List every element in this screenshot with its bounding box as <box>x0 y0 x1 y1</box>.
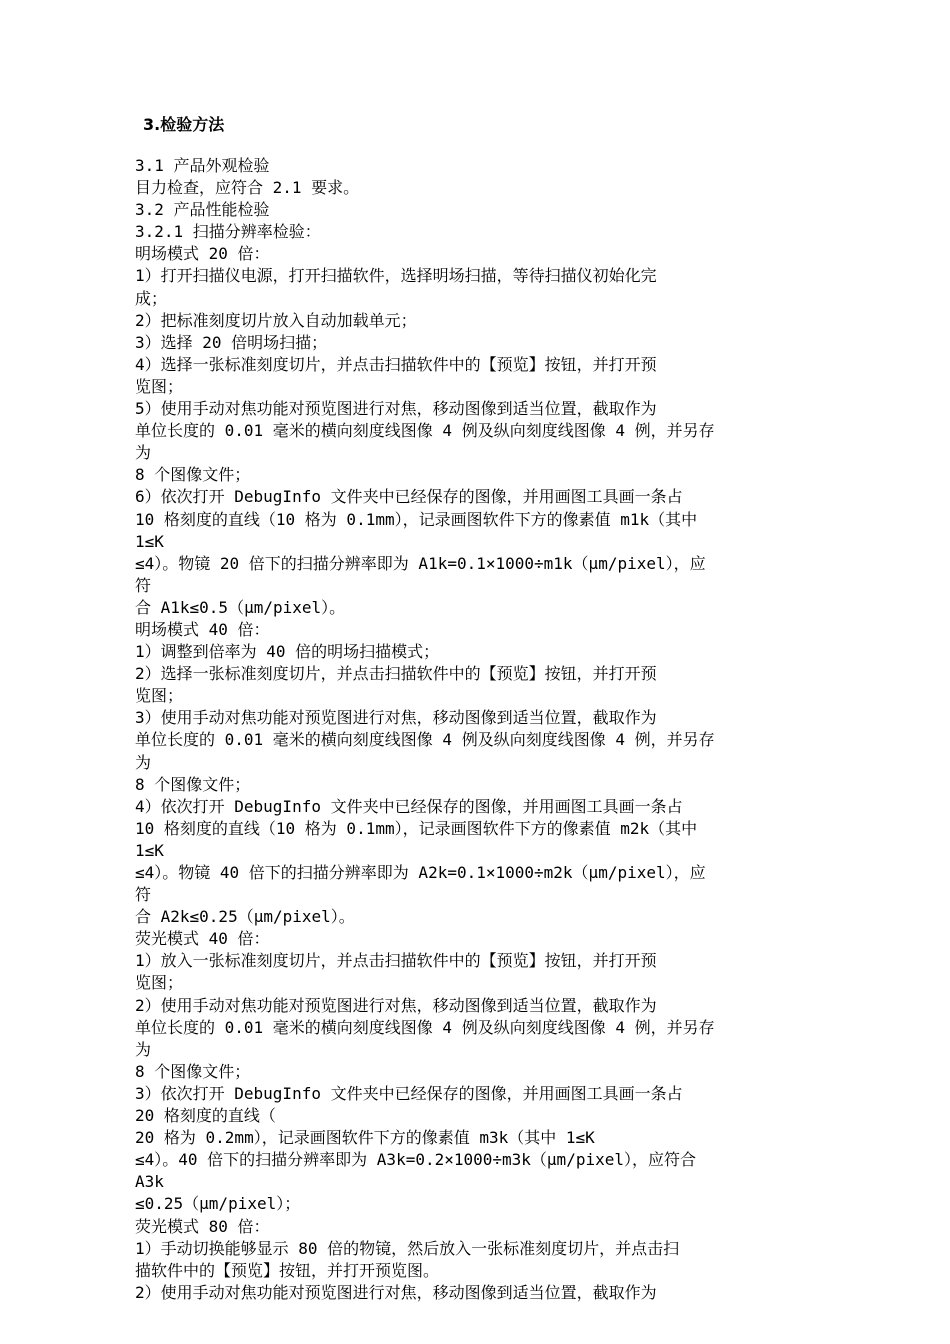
text-line: 符 <box>135 885 152 905</box>
text-line: 明场模式 40 倍： <box>135 619 270 639</box>
text-line: 1≤K <box>135 531 164 551</box>
text-line: 荧光模式 40 倍： <box>135 929 270 949</box>
text-line: 览图； <box>135 686 184 706</box>
text-line: 1≤K <box>135 840 164 860</box>
text-line: 20 格刻度的直线（ <box>135 1106 276 1126</box>
text-line: 4）选择一张标准刻度切片，并点击扫描软件中的【预览】按钮，并打开预 <box>135 354 657 374</box>
text-line: 3.2 产品性能检验 <box>135 200 270 220</box>
text-line: 符 <box>135 575 152 595</box>
text-line: 1）调整到倍率为 40 倍的明场扫描模式； <box>135 642 440 662</box>
text-line: 3）使用手动对焦功能对预览图进行对焦，移动图像到适当位置，截取作为 <box>135 708 657 728</box>
text-line: 3）选择 20 倍明场扫描； <box>135 332 328 352</box>
text-line: 4）依次打开 DebugInfo 文件夹中已经保存的图像，并用画图工具画一条占 <box>135 796 683 816</box>
text-line: 1）放入一张标准刻度切片，并点击扫描软件中的【预览】按钮，并打开预 <box>135 951 657 971</box>
text-line: 6）依次打开 DebugInfo 文件夹中已经保存的图像，并用画图工具画一条占 <box>135 487 683 507</box>
text-line: ≤4）。物镜 20 倍下的扫描分辨率即为 A1k=0.1×1000÷m1k（μm/pixel），应 <box>135 553 706 573</box>
text-line: 为 <box>135 752 152 772</box>
text-line: 2）把标准刻度切片放入自动加载单元； <box>135 310 417 330</box>
text-line: 2）使用手动对焦功能对预览图进行对焦，移动图像到适当位置，截取作为 <box>135 995 657 1015</box>
text-line: 1）手动切换能够显示 80 倍的物镜，然后放入一张标准刻度切片，并点击扫 <box>135 1238 680 1258</box>
text-line: 览图； <box>135 376 184 396</box>
text-line: 单位长度的 0.01 毫米的横向刻度线图像 4 例及纵向刻度线图像 4 例，并另存 <box>135 421 715 441</box>
text-line: 为 <box>135 1039 152 1059</box>
text-line: 描软件中的【预览】按钮，并打开预览图。 <box>135 1260 440 1280</box>
text-line: 合 A1k≤0.5（μm/pixel）。 <box>135 597 346 617</box>
text-line: 5）使用手动对焦功能对预览图进行对焦，移动图像到适当位置，截取作为 <box>135 399 657 419</box>
text-line: ≤4）。物镜 40 倍下的扫描分辨率即为 A2k=0.1×1000÷m2k（μm/pixel），应 <box>135 863 706 882</box>
text-line: 10 格刻度的直线（10 格为 0.1mm），记录画图软件下方的像素值 m1k（其中 <box>135 509 698 529</box>
text-line: 合 A2k≤0.25（μm/pixel）。 <box>135 907 355 927</box>
text-line: 明场模式 20 倍： <box>135 244 270 264</box>
text-line: 8 个图像文件； <box>135 774 251 794</box>
text-line: ≤0.25（μm/pixel）； <box>135 1194 301 1214</box>
text-line: 3）依次打开 DebugInfo 文件夹中已经保存的图像，并用画图工具画一条占 <box>135 1083 683 1103</box>
text-line: 览图； <box>135 973 184 993</box>
text-line: 2）选择一张标准刻度切片，并点击扫描软件中的【预览】按钮，并打开预 <box>135 664 657 684</box>
text-line: 为 <box>135 443 152 463</box>
text-line: 8 个图像文件； <box>135 1061 251 1081</box>
text-line: ≤4）。40 倍下的扫描分辨率即为 A3k=0.2×1000÷m3k（μm/pixel），应符合 <box>135 1150 696 1170</box>
text-line: 目力检查，应符合 2.1 要求。 <box>135 178 360 198</box>
text-line: 1）打开扫描仪电源，打开扫描软件，选择明场扫描，等待扫描仪初始化完 <box>135 266 657 286</box>
text-line: 2）使用手动对焦功能对预览图进行对焦，移动图像到适当位置，截取作为 <box>135 1282 657 1302</box>
text-line: 3.2.1 扫描分辨率检验： <box>135 222 321 242</box>
text-line: 成； <box>135 288 168 308</box>
text-line: 8 个图像文件； <box>135 465 251 485</box>
section-heading: 3.检验方法 <box>143 115 225 134</box>
text-line: A3k <box>135 1172 164 1192</box>
text-line: 荧光模式 80 倍： <box>135 1216 270 1236</box>
text-line: 3.1 产品外观检验 <box>135 156 270 175</box>
text-line: 单位长度的 0.01 毫米的横向刻度线图像 4 例及纵向刻度线图像 4 例，并另存 <box>135 1017 715 1037</box>
text-line: 20 格为 0.2mm），记录画图软件下方的像素值 m3k（其中 1≤K <box>135 1128 595 1148</box>
text-line: 单位长度的 0.01 毫米的横向刻度线图像 4 例及纵向刻度线图像 4 例，并另存 <box>135 730 715 750</box>
text-line: 10 格刻度的直线（10 格为 0.1mm），记录画图软件下方的像素值 m2k（其中 <box>135 818 698 838</box>
body-text <box>135 155 825 1304</box>
